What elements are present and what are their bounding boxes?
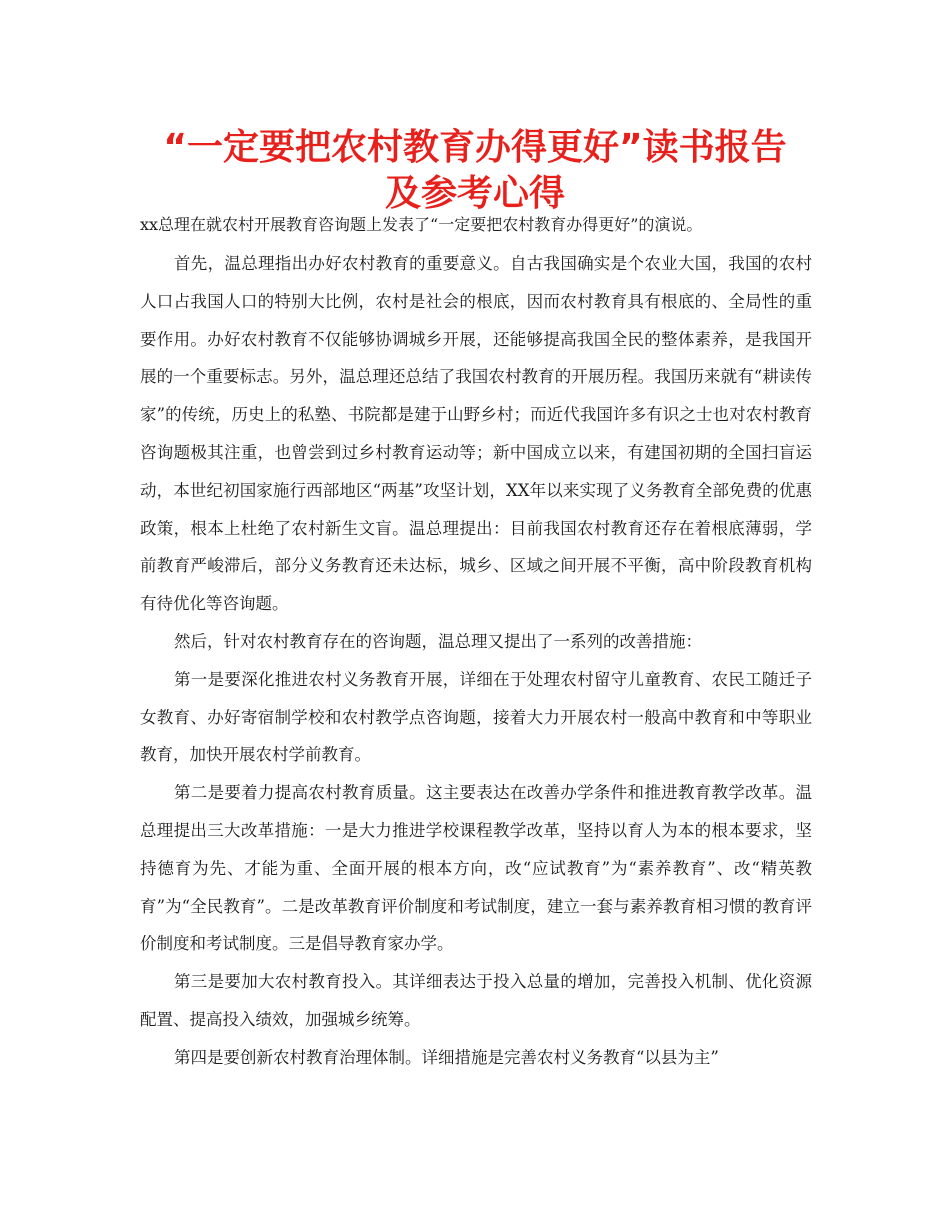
document-body: [140, 211, 812, 1077]
intro-paragraph: xx总理在就农村开展教育咨询题上发表了“一定要把农村教育办得更好”的演说。: [140, 215, 703, 234]
paragraph-significance: 首先，温总理指出办好农村教育的重要意义。自古我国确实是个农业大国，我国的农村人口占我国人口的特别大比例，农村是社会的根底，因而农村教育具有根底的、全局性的重要作用。办好农村教育不仅能够协调城乡开展，还能够提高我国全民的整体素养，是我国开展的一个重要标志。另外，温总理还总结了我国农村教育的开展历程。我国历来就有“耕读传家”的传统，历史上的私塾、书院都是建于山野乡村；而近代我国许多有识之士也对农村教育咨询题极其注重，也曾尝到过乡村教育运动等；新中国成立以来，有建国初期的全国扫盲运动，本世纪初国家施行西部地区“两基”攻坚计划，XX年以来实现了义务教育全部免费的优惠政策，根本上杜绝了农村新生文盲。温总理提出：目前我国农村教育还存在着根底薄弱，学前教育严峻滞后，部分义务教育还未达标，城乡、区域之间开展不平衡，高中阶段教育机构有待优化等咨询题。: [140, 254, 812, 614]
document-title-line-1: “一定要把农村教育办得更好”读书报告: [163, 127, 787, 168]
paragraph-measure-three: 第三是要加大农村教育投入。其详细表达于投入总量的增加，完善投入机制、优化资源配置、提高投入绩效，加强城乡统筹。: [140, 972, 812, 1029]
paragraph-measures-intro: 然后，针对农村教育存在的咨询题，温总理又提出了一系列的改善措施：: [174, 631, 702, 651]
document-title-line-2: 及参考心得: [384, 173, 565, 214]
paragraph-measure-one: 第一是要深化推进农村义务教育开展，详细在于处理农村留守儿童教育、农民工随迁子女教育、办好寄宿制学校和农村教学点咨询题，接着大力开展农村一般高中教育和中等职业教育，加快开展农村学前教育。: [140, 669, 812, 765]
paragraph-measure-four: 第四是要创新农村教育治理体制。详细措施是完善农村义务教育“以县为主”: [174, 1047, 719, 1067]
paragraph-measure-two: 第二是要着力提高农村教育质量。这主要表达在改善办学条件和推进教育教学改革。温总理提出三大改革措施：一是大力推进学校课程教学改革，坚持以育人为本的根本要求，坚持德育为先、才能为重、全面开展的根本方向，改“应试教育”为“素养教育”、改“精英教育”为“全民教育”。二是改革教育评价制度和考试制度，建立一套与素养教育相习惯的教育评价制度和考试制度。三是倡导教育家办学。: [140, 783, 812, 954]
